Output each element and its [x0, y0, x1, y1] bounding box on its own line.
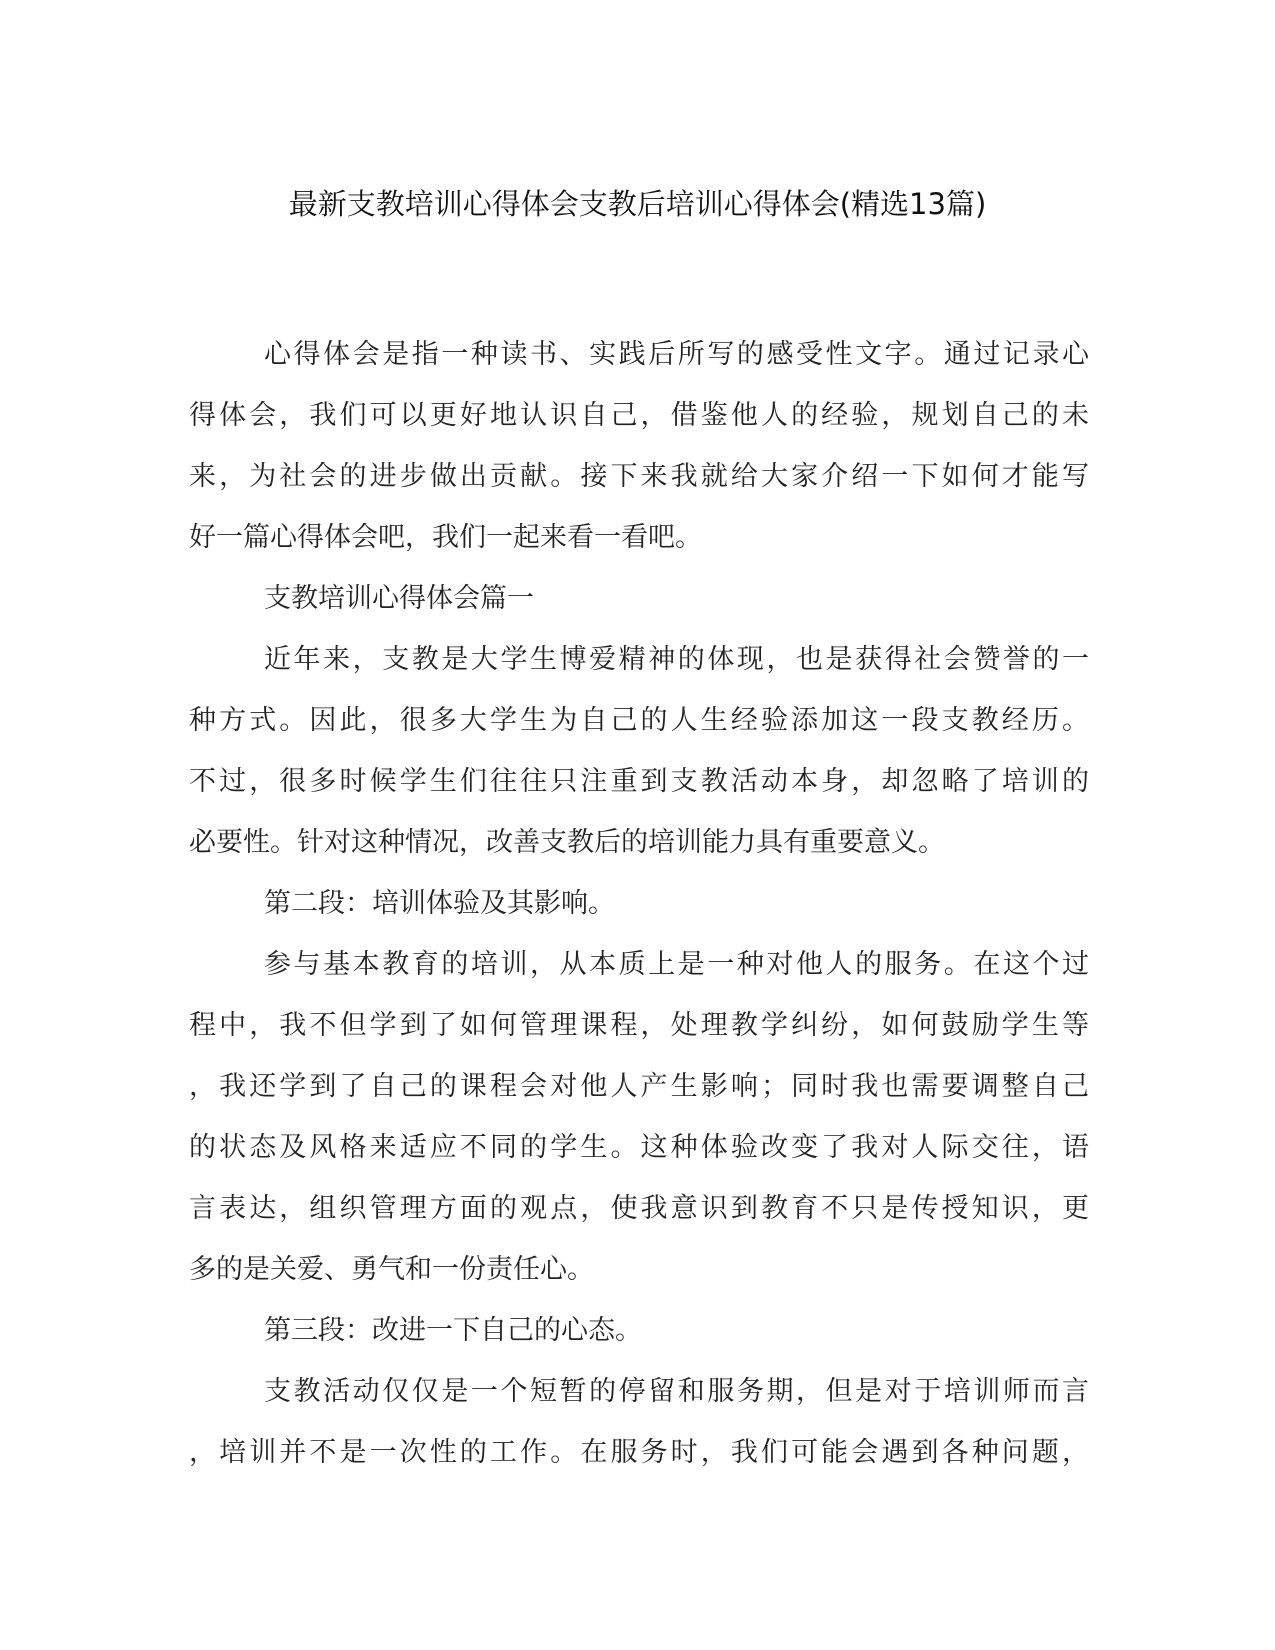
- paragraph-2-line-1: 参与基本教育的培训，从本质上是一种对他人的服务。在这个过: [264, 949, 1089, 980]
- paragraph-2-line-4: 的状态及风格来适应不同的学生。这种体验改变了我对人际交往，语: [189, 1132, 1089, 1163]
- document-title: 最新支教培训心得体会支教后培训心得体会(精选13篇): [288, 187, 987, 221]
- paragraph-3-line-1: 支教活动仅仅是一个短暂的停留和服务期，但是对于培训师而言: [264, 1376, 1089, 1407]
- paragraph-2-line-6: 多的是关爱、勇气和一份责任心。: [189, 1254, 594, 1285]
- paragraph-3-line-2: ，培训并不是一次性的工作。在服务时，我们可能会遇到各种问题，: [189, 1437, 1089, 1468]
- intro-line-3: 来，为社会的进步做出贡献。接下来我就给大家介绍一下如何才能写: [189, 461, 1089, 492]
- document-body: [189, 324, 1089, 1483]
- paragraph-2-line-5: 言表达，组织管理方面的观点，使我意识到教育不只是传授知识，更: [189, 1193, 1089, 1224]
- intro-line-1: 心得体会是指一种读书、实践后所写的感受性文字。通过记录心: [264, 339, 1089, 370]
- intro-line-4: 好一篇心得体会吧，我们一起来看一看吧。: [189, 522, 702, 553]
- paragraph-1-line-3: 不过，很多时候学生们往往只注重到支教活动本身，却忽略了培训的: [189, 766, 1089, 797]
- section-heading-3: 第三段：改进一下自己的心态。: [264, 1315, 642, 1346]
- paragraph-2-line-2: 程中，我不但学到了如何管理课程，处理教学纠纷，如何鼓励学生等: [189, 1010, 1089, 1041]
- section-heading-1: 支教培训心得体会篇一: [264, 583, 534, 614]
- paragraph-1-line-2: 种方式。因此，很多大学生为自己的人生经验添加这一段支教经历。: [189, 705, 1089, 736]
- paragraph-1-line-1: 近年来，支教是大学生博爱精神的体现，也是获得社会赞誉的一: [264, 644, 1089, 675]
- intro-line-2: 得体会，我们可以更好地认识自己，借鉴他人的经验，规划自己的未: [189, 400, 1089, 431]
- section-heading-2: 第二段：培训体验及其影响。: [264, 888, 615, 919]
- paragraph-2-line-3: ，我还学到了自己的课程会对他人产生影响；同时我也需要调整自己: [189, 1071, 1089, 1102]
- paragraph-1-line-4: 必要性。针对这种情况，改善支教后的培训能力具有重要意义。: [189, 827, 945, 858]
